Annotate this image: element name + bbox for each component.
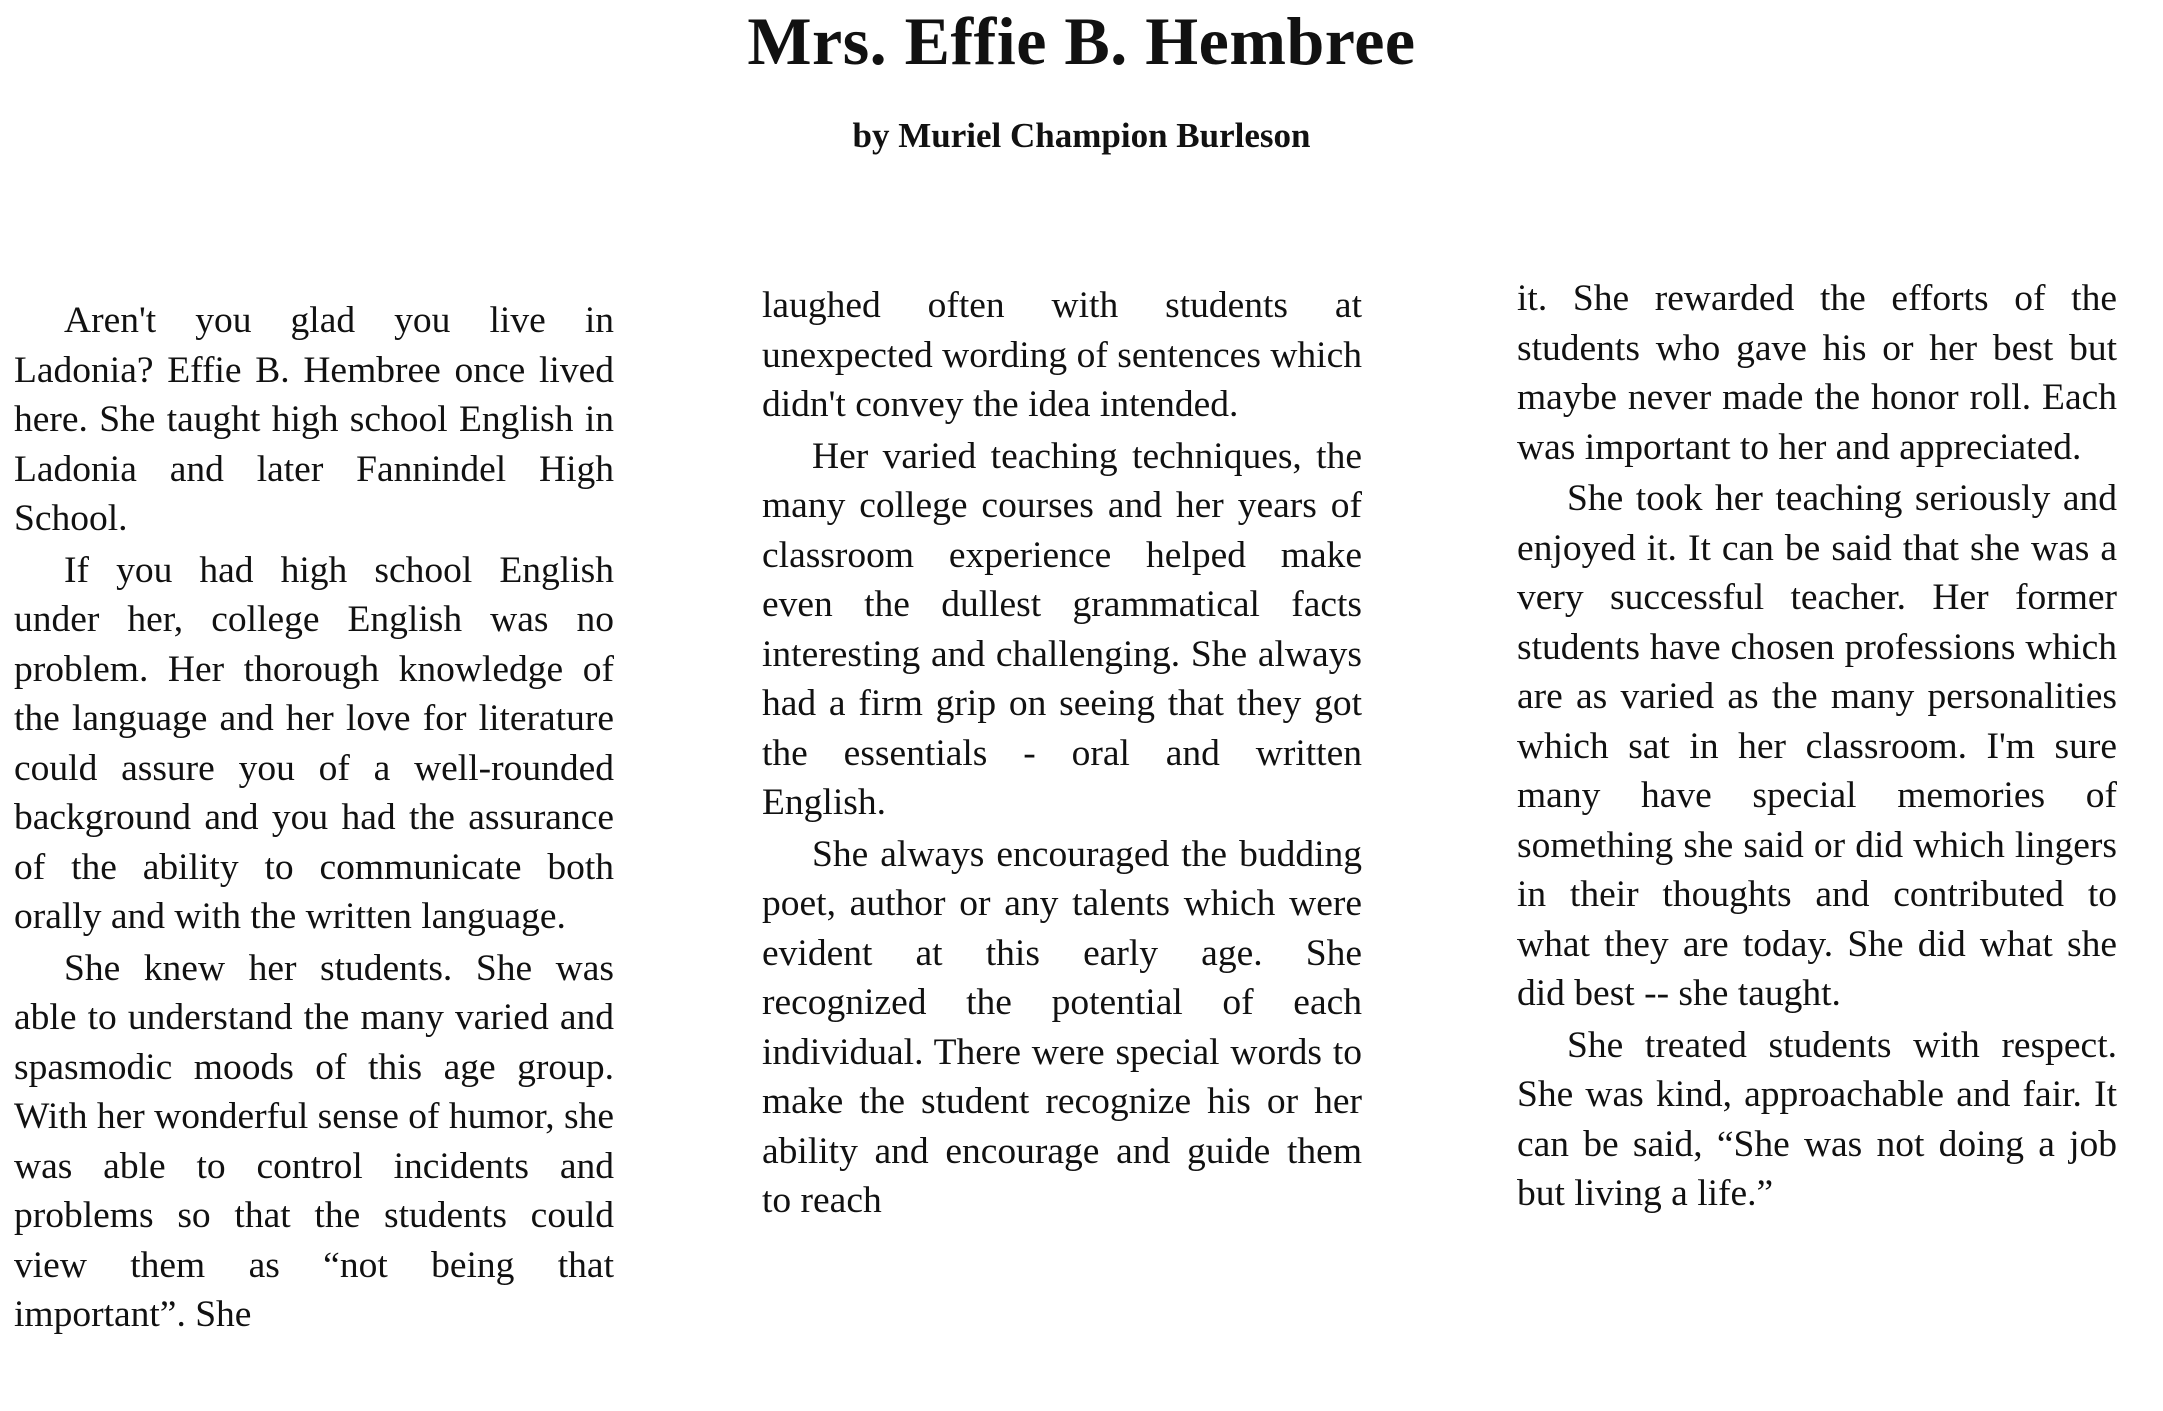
column-2-paragraph-2: Her varied teaching techniques, the many college courses and her years of classroom experience helped make even the dullest grammatical facts interesting and challenging. She always had a firm grip on seeing that they got the essentials - oral and written English. xyxy=(762,435,1362,823)
article-column-3 xyxy=(1517,274,2117,1221)
column-3-paragraph-1: it. She rewarded the efforts of the students who gave his or her best but maybe never made the honor roll. Each was important to her and appreciated. xyxy=(1517,278,2117,468)
column-1-paragraph-1: Aren't you glad you live in Ladonia? Effie B. Hembree once lived here. She taught high school English in Ladonia and later Fannindel High School. xyxy=(14,300,614,539)
article-column-2 xyxy=(762,281,1362,1228)
column-3-paragraph-3: She treated students with respect. She was kind, approachable and fair. It can be said, “She was not doing a job but living a life.” xyxy=(1517,1024,2117,1214)
column-1-paragraph-2: If you had high school English under her, college English was no problem. Her thorough knowledge of the language and her love for literature could assure you of a well-rounded background and you had the assurance of the ability to communicate both orally and with the written language. xyxy=(14,549,614,937)
article-column-1 xyxy=(14,296,614,1342)
column-2-paragraph-1: laughed often with students at unexpected wording of sentences which didn't convey the idea intended. xyxy=(762,285,1362,425)
article-byline: by Muriel Champion Burleson xyxy=(852,116,1311,155)
column-2-paragraph-3: She always encouraged the budding poet, author or any talents which were evident at this early age. She recognized the potential of each individual. There were special words to make the student recognize his or her ability and encourage and guide them to reach xyxy=(762,833,1362,1221)
column-3-paragraph-2: She took her teaching seriously and enjoyed it. It can be said that she was a very successful teacher. Her former students have chosen professions which are as varied as the many personalities which sat in her classroom. I'm sure many have special memories of something she said or did which lingers in their thoughts and contributed to what they are today. She did what she did best -- she taught. xyxy=(1517,478,2117,1014)
column-1-paragraph-3: She knew her students. She was able to understand the many varied and spasmodic moods of this age group. With her wonderful sense of humor, she was able to control incidents and problems so that the students could view them as “not being that important”. She xyxy=(14,947,614,1335)
article-title: Mrs. Effie B. Hembree xyxy=(747,3,1416,79)
